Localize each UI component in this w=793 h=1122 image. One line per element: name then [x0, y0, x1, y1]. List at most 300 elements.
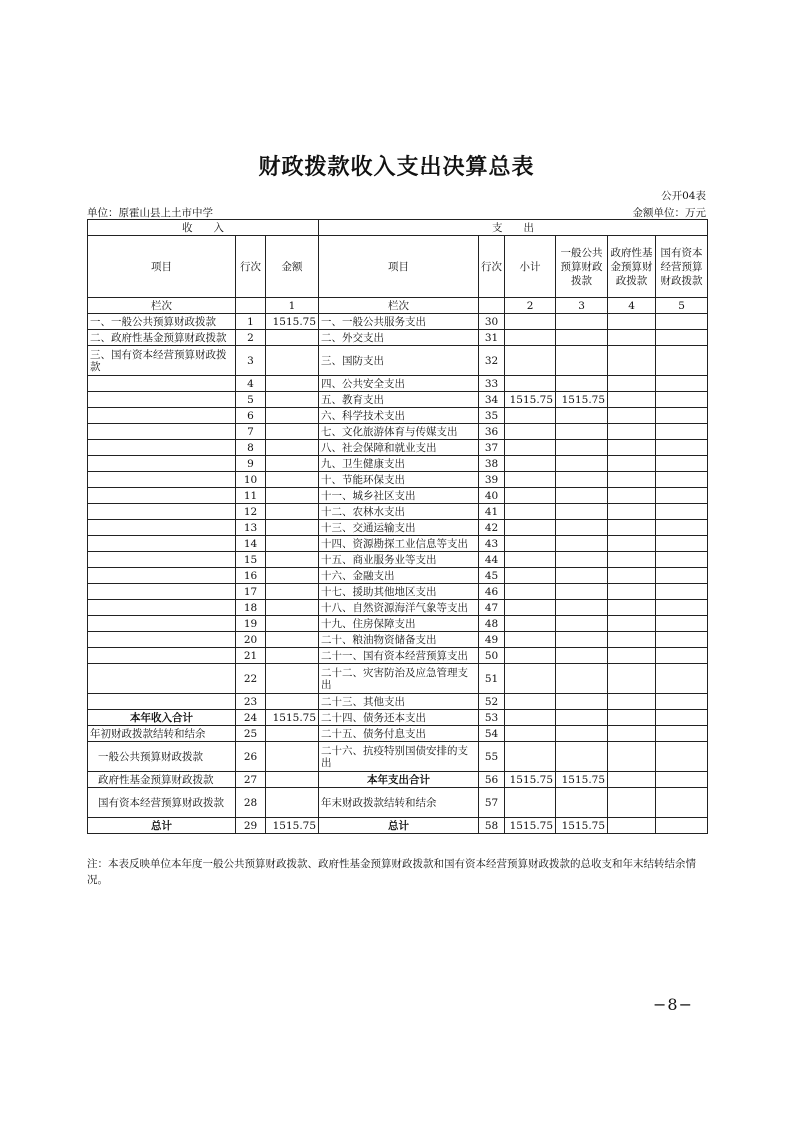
- income-amount: [266, 346, 319, 376]
- gov-fund-value: [608, 392, 656, 408]
- gov-fund-value: [608, 552, 656, 568]
- expense-item: 十八、自然资源海洋气象等支出: [319, 600, 479, 616]
- table-row: [88, 632, 708, 648]
- income-amount: [266, 408, 319, 424]
- state-capital-value: [656, 726, 708, 742]
- gov-fund-value: [608, 440, 656, 456]
- expense-item: 二十二、灾害防治及应急管理支出: [319, 664, 479, 694]
- subtotal-value: 1515.75: [505, 392, 556, 408]
- state-capital-value: [656, 600, 708, 616]
- income-line-no: 16: [236, 568, 266, 584]
- income-column-label: 栏次: [88, 298, 236, 314]
- general-budget-value: [556, 694, 608, 710]
- page-title: 财政拨款收入支出决算总表: [258, 154, 535, 180]
- income-line-no: 7: [236, 424, 266, 440]
- gov-fund-value: [608, 664, 656, 694]
- expense-line-no: 39: [479, 472, 505, 488]
- expense-line-no: 40: [479, 488, 505, 504]
- income-line-no: 5: [236, 392, 266, 408]
- page-number: −8−: [653, 995, 693, 1014]
- income-item: [88, 600, 236, 616]
- general-budget-value: [556, 726, 608, 742]
- table-row: [88, 600, 708, 616]
- table-row: [88, 346, 708, 376]
- state-capital-value: [656, 520, 708, 536]
- general-budget-value: [556, 600, 608, 616]
- income-amount: [266, 664, 319, 694]
- gov-fund-value: [608, 520, 656, 536]
- state-capital-value: [656, 694, 708, 710]
- state-capital-value: [656, 632, 708, 648]
- expense-item: 五、教育支出: [319, 392, 479, 408]
- expense-item-header: 项目: [319, 236, 479, 298]
- general-budget-value: [556, 568, 608, 584]
- reporting-unit: 单位：原霍山县上土市中学: [87, 207, 213, 219]
- general-budget-value: [556, 648, 608, 664]
- general-budget-value: [556, 536, 608, 552]
- income-line-no: 21: [236, 648, 266, 664]
- income-line-no: 29: [236, 818, 266, 834]
- expense-item: 一、一般公共服务支出: [319, 314, 479, 330]
- income-line-no: 17: [236, 584, 266, 600]
- expense-line-no: 44: [479, 552, 505, 568]
- expense-item: 十九、住房保障支出: [319, 616, 479, 632]
- income-amount: [266, 742, 319, 772]
- header-row-columns: [88, 236, 708, 298]
- table-row: [88, 376, 708, 392]
- expense-line-no: 55: [479, 742, 505, 772]
- col-4: 4: [608, 298, 656, 314]
- table-row: [88, 456, 708, 472]
- expense-item: 三、国防支出: [319, 346, 479, 376]
- income-amount: [266, 568, 319, 584]
- state-capital-value: [656, 346, 708, 376]
- expense-line-no: 45: [479, 568, 505, 584]
- expense-item: 十三、交通运输支出: [319, 520, 479, 536]
- income-amount: [266, 440, 319, 456]
- income-line-no: 15: [236, 552, 266, 568]
- expense-line-no: 33: [479, 376, 505, 392]
- expense-item: 十五、商业服务业等支出: [319, 552, 479, 568]
- general-budget-value: [556, 330, 608, 346]
- table-row: [88, 520, 708, 536]
- income-line-no: 9: [236, 456, 266, 472]
- income-item: [88, 616, 236, 632]
- col-1: 1: [266, 298, 319, 314]
- income-line-no: 23: [236, 694, 266, 710]
- income-line-no: 11: [236, 488, 266, 504]
- gov-fund-value: [608, 788, 656, 818]
- expense-line-no: 52: [479, 694, 505, 710]
- income-amount: [266, 456, 319, 472]
- general-budget-value: [556, 376, 608, 392]
- gov-fund-value: [608, 536, 656, 552]
- subtotal-value: [505, 552, 556, 568]
- expense-line-no: 57: [479, 788, 505, 818]
- expense-item: 十六、金融支出: [319, 568, 479, 584]
- state-capital-value: [656, 504, 708, 520]
- income-amount: [266, 392, 319, 408]
- expense-line-no: 51: [479, 664, 505, 694]
- general-budget-value: [556, 504, 608, 520]
- expense-line-no: 30: [479, 314, 505, 330]
- gov-fund-value: [608, 616, 656, 632]
- income-line-no: 3: [236, 346, 266, 376]
- general-budget-value: [556, 314, 608, 330]
- income-amount: [266, 504, 319, 520]
- expense-item: 二十五、债务付息支出: [319, 726, 479, 742]
- income-amount-header: 金额: [266, 236, 319, 298]
- budget-summary-table: [87, 219, 708, 834]
- gov-fund-value: [608, 632, 656, 648]
- state-capital-value: [656, 536, 708, 552]
- state-capital-value: [656, 568, 708, 584]
- expense-item: 九、卫生健康支出: [319, 456, 479, 472]
- subtotal-value: [505, 788, 556, 818]
- income-line-no: 10: [236, 472, 266, 488]
- gov-fund-value: [608, 330, 656, 346]
- gov-fund-value: [608, 346, 656, 376]
- state-capital-value: [656, 456, 708, 472]
- expense-item: 二十三、其他支出: [319, 694, 479, 710]
- income-amount: [266, 648, 319, 664]
- subtotal-value: [505, 664, 556, 694]
- income-item: [88, 440, 236, 456]
- subtotal-value: 1515.75: [505, 818, 556, 834]
- expense-item: 六、科学技术支出: [319, 408, 479, 424]
- income-line-no: 14: [236, 536, 266, 552]
- income-item: [88, 408, 236, 424]
- income-amount: [266, 584, 319, 600]
- gov-fund-value: [608, 648, 656, 664]
- expense-item: 十四、资源勘探工业信息等支出: [319, 536, 479, 552]
- general-budget-value: 1515.75: [556, 772, 608, 788]
- expense-line-header: 行次: [479, 236, 505, 298]
- income-line-no: 20: [236, 632, 266, 648]
- income-line-no: 24: [236, 710, 266, 726]
- income-amount: [266, 376, 319, 392]
- expense-line-no: 38: [479, 456, 505, 472]
- expense-line-no: 58: [479, 818, 505, 834]
- expense-line-no: 54: [479, 726, 505, 742]
- expense-line-no: 49: [479, 632, 505, 648]
- expense-line-no: 46: [479, 584, 505, 600]
- table-row: [88, 568, 708, 584]
- expense-line-no: 42: [479, 520, 505, 536]
- income-item: [88, 456, 236, 472]
- expense-line-no: 53: [479, 710, 505, 726]
- income-line-no: 18: [236, 600, 266, 616]
- subtotal-value: [505, 584, 556, 600]
- income-item: [88, 520, 236, 536]
- table-row: [88, 440, 708, 456]
- expense-item: 二十、粮油物资储备支出: [319, 632, 479, 648]
- general-budget-header: 一般公共预算财政拨款: [556, 236, 608, 298]
- table-row: [88, 536, 708, 552]
- table-row: [88, 504, 708, 520]
- income-item: [88, 376, 236, 392]
- income-amount: [266, 330, 319, 346]
- state-capital-value: [656, 710, 708, 726]
- income-line-no: 4: [236, 376, 266, 392]
- gov-fund-value: [608, 710, 656, 726]
- income-item: [88, 472, 236, 488]
- subtotal-value: [505, 600, 556, 616]
- gov-fund-value: [608, 504, 656, 520]
- income-line-no: 6: [236, 408, 266, 424]
- expense-item: 二十六、抗疫特别国债安排的支出: [319, 742, 479, 772]
- income-item: 三、国有资本经营预算财政拨款: [88, 346, 236, 376]
- table-row: [88, 648, 708, 664]
- expense-header: 支 出: [319, 220, 708, 236]
- gov-fund-value: [608, 772, 656, 788]
- general-budget-value: [556, 616, 608, 632]
- subtotal-value: [505, 648, 556, 664]
- expense-item: 十一、城乡社区支出: [319, 488, 479, 504]
- income-line-no: 1: [236, 314, 266, 330]
- expense-line-no: 41: [479, 504, 505, 520]
- table-row: [88, 788, 708, 818]
- gov-fund-header: 政府性基金预算财政拨款: [608, 236, 656, 298]
- expense-line-no: 31: [479, 330, 505, 346]
- subtotal-value: [505, 568, 556, 584]
- col-5: 5: [656, 298, 708, 314]
- general-budget-value: [556, 584, 608, 600]
- expense-line-no: 43: [479, 536, 505, 552]
- table-row: [88, 726, 708, 742]
- state-capital-value: [656, 392, 708, 408]
- income-item: 政府性基金预算财政拨款: [88, 772, 236, 788]
- gov-fund-value: [608, 726, 656, 742]
- expense-item: 十七、援助其他地区支出: [319, 584, 479, 600]
- income-item: 国有资本经营预算财政拨款: [88, 788, 236, 818]
- state-capital-header: 国有资本经营预算财政拨款: [656, 236, 708, 298]
- income-line-no: 28: [236, 788, 266, 818]
- income-amount: [266, 472, 319, 488]
- state-capital-value: [656, 664, 708, 694]
- general-budget-value: [556, 456, 608, 472]
- subtotal-value: [505, 456, 556, 472]
- income-item: [88, 664, 236, 694]
- gov-fund-value: [608, 424, 656, 440]
- table-row: [88, 314, 708, 330]
- state-capital-value: [656, 616, 708, 632]
- income-item: [88, 694, 236, 710]
- money-unit: 金额单位：万元: [632, 207, 706, 219]
- column-number-row: [88, 298, 708, 314]
- table-row: [88, 330, 708, 346]
- income-amount: [266, 632, 319, 648]
- table-row: [88, 616, 708, 632]
- subtotal-value: [505, 726, 556, 742]
- general-budget-value: [556, 472, 608, 488]
- table-row: [88, 664, 708, 694]
- subtotal-value: [505, 472, 556, 488]
- general-budget-value: [556, 346, 608, 376]
- income-amount: [266, 788, 319, 818]
- expense-item: 总计: [319, 818, 479, 834]
- gov-fund-value: [608, 568, 656, 584]
- table-row: [88, 584, 708, 600]
- form-number: 公开04表: [661, 190, 706, 202]
- income-line-no: 19: [236, 616, 266, 632]
- general-budget-value: [556, 488, 608, 504]
- income-amount: [266, 616, 319, 632]
- expense-item: 十二、农林水支出: [319, 504, 479, 520]
- income-line-no: 12: [236, 504, 266, 520]
- income-amount: [266, 552, 319, 568]
- income-amount: [266, 520, 319, 536]
- table-row: [88, 424, 708, 440]
- income-line-no: 13: [236, 520, 266, 536]
- state-capital-value: [656, 424, 708, 440]
- table-row: [88, 472, 708, 488]
- expense-item: 二十四、债务还本支出: [319, 710, 479, 726]
- income-item: [88, 648, 236, 664]
- expense-item: 七、文化旅游体育与传媒支出: [319, 424, 479, 440]
- income-item: 总计: [88, 818, 236, 834]
- subtotal-value: [505, 520, 556, 536]
- expense-line-no: 37: [479, 440, 505, 456]
- state-capital-value: [656, 488, 708, 504]
- income-line-no: 26: [236, 742, 266, 772]
- subtotal-value: [505, 504, 556, 520]
- general-budget-value: [556, 742, 608, 772]
- income-amount: 1515.75: [266, 710, 319, 726]
- income-item: [88, 568, 236, 584]
- gov-fund-value: [608, 314, 656, 330]
- income-amount: 1515.75: [266, 818, 319, 834]
- expense-line-no: 56: [479, 772, 505, 788]
- income-item: 一般公共预算财政拨款: [88, 742, 236, 772]
- general-budget-value: [556, 788, 608, 818]
- table-row: [88, 742, 708, 772]
- income-item: 本年收入合计: [88, 710, 236, 726]
- subtotal-value: 1515.75: [505, 772, 556, 788]
- table-row: [88, 552, 708, 568]
- income-amount: [266, 536, 319, 552]
- gov-fund-value: [608, 742, 656, 772]
- income-amount: [266, 424, 319, 440]
- state-capital-value: [656, 376, 708, 392]
- general-budget-value: [556, 520, 608, 536]
- state-capital-value: [656, 472, 708, 488]
- income-line-no: 25: [236, 726, 266, 742]
- subtotal-value: [505, 424, 556, 440]
- subtotal-value: [505, 440, 556, 456]
- gov-fund-value: [608, 694, 656, 710]
- income-item: [88, 392, 236, 408]
- general-budget-value: [556, 710, 608, 726]
- table-row: [88, 694, 708, 710]
- income-amount: [266, 726, 319, 742]
- income-line-header: 行次: [236, 236, 266, 298]
- gov-fund-value: [608, 408, 656, 424]
- income-item: [88, 424, 236, 440]
- state-capital-value: [656, 552, 708, 568]
- gov-fund-value: [608, 376, 656, 392]
- table-row: [88, 392, 708, 408]
- state-capital-value: [656, 788, 708, 818]
- state-capital-value: [656, 408, 708, 424]
- subtotal-value: [505, 632, 556, 648]
- general-budget-value: [556, 632, 608, 648]
- general-budget-value: 1515.75: [556, 818, 608, 834]
- gov-fund-value: [608, 472, 656, 488]
- state-capital-value: [656, 314, 708, 330]
- income-item-header: 项目: [88, 236, 236, 298]
- subtotal-value: [505, 346, 556, 376]
- income-amount: 1515.75: [266, 314, 319, 330]
- expense-line-no: 32: [479, 346, 505, 376]
- expense-column-label: 栏次: [319, 298, 479, 314]
- expense-item: 十、节能环保支出: [319, 472, 479, 488]
- expense-line-no: 35: [479, 408, 505, 424]
- income-line-no: 27: [236, 772, 266, 788]
- subtotal-value: [505, 488, 556, 504]
- subtotal-value: [505, 536, 556, 552]
- income-item: [88, 632, 236, 648]
- state-capital-value: [656, 772, 708, 788]
- general-budget-value: 1515.75: [556, 392, 608, 408]
- gov-fund-value: [608, 584, 656, 600]
- income-item: [88, 504, 236, 520]
- general-budget-value: [556, 664, 608, 694]
- gov-fund-value: [608, 456, 656, 472]
- empty-cell: [236, 298, 266, 314]
- col-3: 3: [556, 298, 608, 314]
- income-item: [88, 584, 236, 600]
- gov-fund-value: [608, 600, 656, 616]
- state-capital-value: [656, 742, 708, 772]
- subtotal-value: [505, 314, 556, 330]
- table-row: [88, 488, 708, 504]
- income-amount: [266, 772, 319, 788]
- subtotal-value: [505, 694, 556, 710]
- income-header: 收 入: [88, 220, 319, 236]
- subtotal-header: 小计: [505, 236, 556, 298]
- table-row: [88, 710, 708, 726]
- state-capital-value: [656, 584, 708, 600]
- subtotal-value: [505, 742, 556, 772]
- income-item: 年初财政拨款结转和结余: [88, 726, 236, 742]
- income-line-no: 8: [236, 440, 266, 456]
- gov-fund-value: [608, 488, 656, 504]
- subtotal-value: [505, 408, 556, 424]
- subtotal-value: [505, 710, 556, 726]
- income-item: 一、一般公共预算财政拨款: [88, 314, 236, 330]
- table-row: [88, 408, 708, 424]
- expense-item: 本年支出合计: [319, 772, 479, 788]
- income-amount: [266, 488, 319, 504]
- income-item: 二、政府性基金预算财政拨款: [88, 330, 236, 346]
- subtotal-value: [505, 376, 556, 392]
- general-budget-value: [556, 424, 608, 440]
- expense-line-no: 50: [479, 648, 505, 664]
- table-row: [88, 818, 708, 834]
- income-amount: [266, 600, 319, 616]
- income-item: [88, 488, 236, 504]
- expense-item: 二、外交支出: [319, 330, 479, 346]
- table-row: [88, 772, 708, 788]
- gov-fund-value: [608, 818, 656, 834]
- general-budget-value: [556, 552, 608, 568]
- general-budget-value: [556, 440, 608, 456]
- expense-item: 八、社会保障和就业支出: [319, 440, 479, 456]
- expense-item: 年末财政拨款结转和结余: [319, 788, 479, 818]
- expense-line-no: 47: [479, 600, 505, 616]
- expense-line-no: 34: [479, 392, 505, 408]
